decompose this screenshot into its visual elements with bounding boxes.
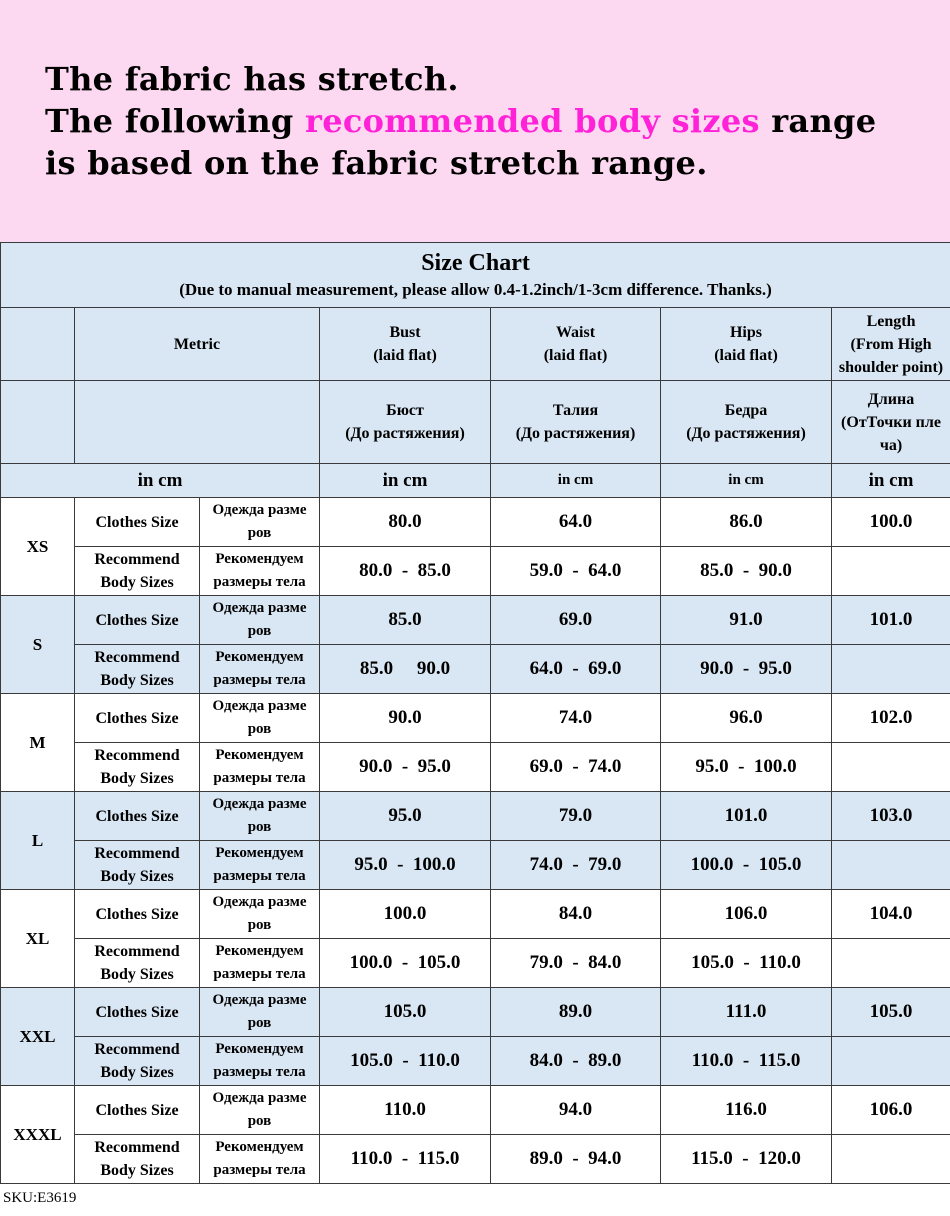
chart-subtitle: (Due to manual measurement, please allow 0.4-1.2inch/1-3cm difference. Thanks.) [179,280,772,299]
clothes-size-value: 116.0 [661,1086,832,1135]
banner-line-3: is based on the fabric stretch range. [45,144,708,182]
size-label: S [1,596,75,694]
banner-line-2 [45,100,876,142]
table-row [1,890,950,939]
clothes-size-value: 100.0 [832,498,950,547]
table-row [1,596,950,645]
header-ru-bust-note: (До растяжения) [345,425,465,442]
clothes-size-label-ru: Одежда разме ров [200,988,320,1037]
clothes-size-label-ru: Одежда разме ров [200,498,320,547]
header-hips-note: (laid flat) [714,347,778,364]
body-size-range: 84.0 - 89.0 [491,1037,661,1086]
clothes-size-value: 105.0 [320,988,491,1037]
clothes-size-value: 69.0 [491,596,661,645]
size-table [0,242,950,1184]
body-size-range [832,939,950,988]
clothes-size-value: 102.0 [832,694,950,743]
header-corner [1,308,75,381]
recommend-label: Recommend Body Sizes [75,1037,200,1086]
body-size-range: 105.0 - 110.0 [320,1037,491,1086]
body-size-range: 110.0 - 115.0 [320,1135,491,1184]
clothes-size-value: 101.0 [661,792,832,841]
header-waist [491,308,661,381]
banner-line-2-pre: The following [45,102,306,140]
clothes-size-label-ru: Одежда разме ров [200,792,320,841]
clothes-size-value: 101.0 [832,596,950,645]
recommend-label-ru: Рекомендуем размеры тела [200,1135,320,1184]
unit-hips: in cm [661,464,832,498]
clothes-size-label: Clothes Size [75,694,200,743]
clothes-size-label: Clothes Size [75,890,200,939]
recommend-label-ru: Рекомендуем размеры тела [200,743,320,792]
size-label: XL [1,890,75,988]
header-ru-hips [661,381,832,464]
recommend-label-ru: Рекомендуем размеры тела [200,547,320,596]
clothes-size-value: 79.0 [491,792,661,841]
body-size-range: 90.0 - 95.0 [661,645,832,694]
header-ru-length [832,381,950,464]
table-row [1,743,950,792]
body-size-range: 64.0 - 69.0 [491,645,661,694]
header-ru-bust-label: Бюст [386,402,424,419]
body-size-range: 85.0 90.0 [320,645,491,694]
clothes-size-value: 64.0 [491,498,661,547]
clothes-size-label: Clothes Size [75,792,200,841]
header-metric: Metric [75,308,320,381]
clothes-size-value: 91.0 [661,596,832,645]
recommend-label-ru: Рекомендуем размеры тела [200,1037,320,1086]
header-ru-metric [75,381,320,464]
clothes-size-label-ru: Одежда разме ров [200,694,320,743]
header-ru-waist-label: Талия [552,402,599,419]
header-ru-length-note-2: ча) [879,436,903,454]
recommend-label: Recommend Body Sizes [75,547,200,596]
recommend-label: Recommend Body Sizes [75,743,200,792]
clothes-size-value: 94.0 [491,1086,661,1135]
table-row [1,547,950,596]
clothes-size-value: 86.0 [661,498,832,547]
banner-text [45,58,876,184]
header-ru-waist-note: (До растяжения) [515,425,636,442]
clothes-size-label: Clothes Size [75,596,200,645]
header-ru-waist [491,381,661,464]
header-length [832,308,950,381]
clothes-size-value: 104.0 [832,890,950,939]
header-length-label: Length [866,312,916,330]
clothes-size-value: 80.0 [320,498,491,547]
chart-title: Size Chart [421,250,530,276]
body-size-range [832,547,950,596]
header-bust [320,308,491,381]
clothes-size-label: Clothes Size [75,988,200,1037]
body-size-range: 95.0 - 100.0 [661,743,832,792]
size-chart [0,242,950,1184]
body-size-range [832,645,950,694]
size-label: XXXL [1,1086,75,1184]
clothes-size-value: 90.0 [320,694,491,743]
table-row [1,988,950,1037]
recommend-label: Recommend Body Sizes [75,645,200,694]
clothes-size-value: 106.0 [832,1086,950,1135]
banner-highlight: recommended body sizes [305,102,760,140]
body-size-range: 89.0 - 94.0 [491,1135,661,1184]
header-length-note-1: (From High [850,335,932,353]
recommend-label: Recommend Body Sizes [75,1135,200,1184]
clothes-size-value: 105.0 [832,988,950,1037]
unit-bust: in cm [320,464,491,498]
body-size-range [832,1135,950,1184]
table-row [1,841,950,890]
table-row [1,939,950,988]
clothes-size-value: 74.0 [491,694,661,743]
unit-waist: in cm [491,464,661,498]
clothes-size-value: 111.0 [661,988,832,1037]
table-row [1,1037,950,1086]
header-bust-label: Bust [389,324,421,341]
body-size-range: 90.0 - 95.0 [320,743,491,792]
body-size-range: 100.0 - 105.0 [320,939,491,988]
table-row [1,1135,950,1184]
header-bust-note: (laid flat) [373,347,437,364]
body-size-range: 110.0 - 115.0 [661,1037,832,1086]
body-size-range: 95.0 - 100.0 [320,841,491,890]
header-waist-label: Waist [555,324,596,341]
clothes-size-label: Clothes Size [75,498,200,547]
clothes-size-value: 85.0 [320,596,491,645]
header-hips [661,308,832,381]
body-size-range: 80.0 - 85.0 [320,547,491,596]
body-size-range [832,841,950,890]
recommend-label-ru: Рекомендуем размеры тела [200,841,320,890]
table-row [1,694,950,743]
header-ru-length-label: Длина [867,390,915,408]
banner [0,0,950,242]
body-size-range: 100.0 - 105.0 [661,841,832,890]
table-row [1,1086,950,1135]
body-size-range: 69.0 - 74.0 [491,743,661,792]
body-size-range: 115.0 - 120.0 [661,1135,832,1184]
unit-length: in cm [832,464,950,498]
clothes-size-label-ru: Одежда разме ров [200,890,320,939]
header-hips-label: Hips [729,324,762,341]
sku-label: SKU:E3619 [3,1190,77,1206]
header-length-note-2: shoulder point) [838,358,944,376]
table-row [1,645,950,694]
body-size-range [832,1037,950,1086]
table-row [1,498,950,547]
clothes-size-value: 95.0 [320,792,491,841]
recommend-label: Recommend Body Sizes [75,939,200,988]
clothes-size-value: 103.0 [832,792,950,841]
clothes-size-value: 100.0 [320,890,491,939]
chart-title-cell [1,243,950,308]
clothes-size-value: 84.0 [491,890,661,939]
body-size-range: 59.0 - 64.0 [491,547,661,596]
header-ru-hips-label: Бедра [724,402,768,419]
body-size-range: 105.0 - 110.0 [661,939,832,988]
clothes-size-value: 89.0 [491,988,661,1037]
clothes-size-label-ru: Одежда разме ров [200,1086,320,1135]
unit-metric: in cm [1,464,320,498]
clothes-size-value: 96.0 [661,694,832,743]
body-size-range: 74.0 - 79.0 [491,841,661,890]
header-ru-hips-note: (До растяжения) [686,425,806,442]
size-label: XS [1,498,75,596]
clothes-size-value: 110.0 [320,1086,491,1135]
table-row [1,792,950,841]
size-label: M [1,694,75,792]
recommend-label-ru: Рекомендуем размеры тела [200,645,320,694]
size-label: XXL [1,988,75,1086]
header-waist-note: (laid flat) [543,347,608,364]
clothes-size-value: 106.0 [661,890,832,939]
header-ru-length-note-1: (ОтТочки пле [841,413,941,431]
recommend-label-ru: Рекомендуем размеры тела [200,939,320,988]
banner-line-2-post: range [759,102,877,140]
header-ru-bust [320,381,491,464]
clothes-size-label: Clothes Size [75,1086,200,1135]
clothes-size-label-ru: Одежда разме ров [200,596,320,645]
size-label: L [1,792,75,890]
recommend-label: Recommend Body Sizes [75,841,200,890]
body-size-range [832,743,950,792]
header-ru-corner [1,381,75,464]
banner-line-1: The fabric has stretch. [45,60,459,98]
body-size-range: 79.0 - 84.0 [491,939,661,988]
body-size-range: 85.0 - 90.0 [661,547,832,596]
